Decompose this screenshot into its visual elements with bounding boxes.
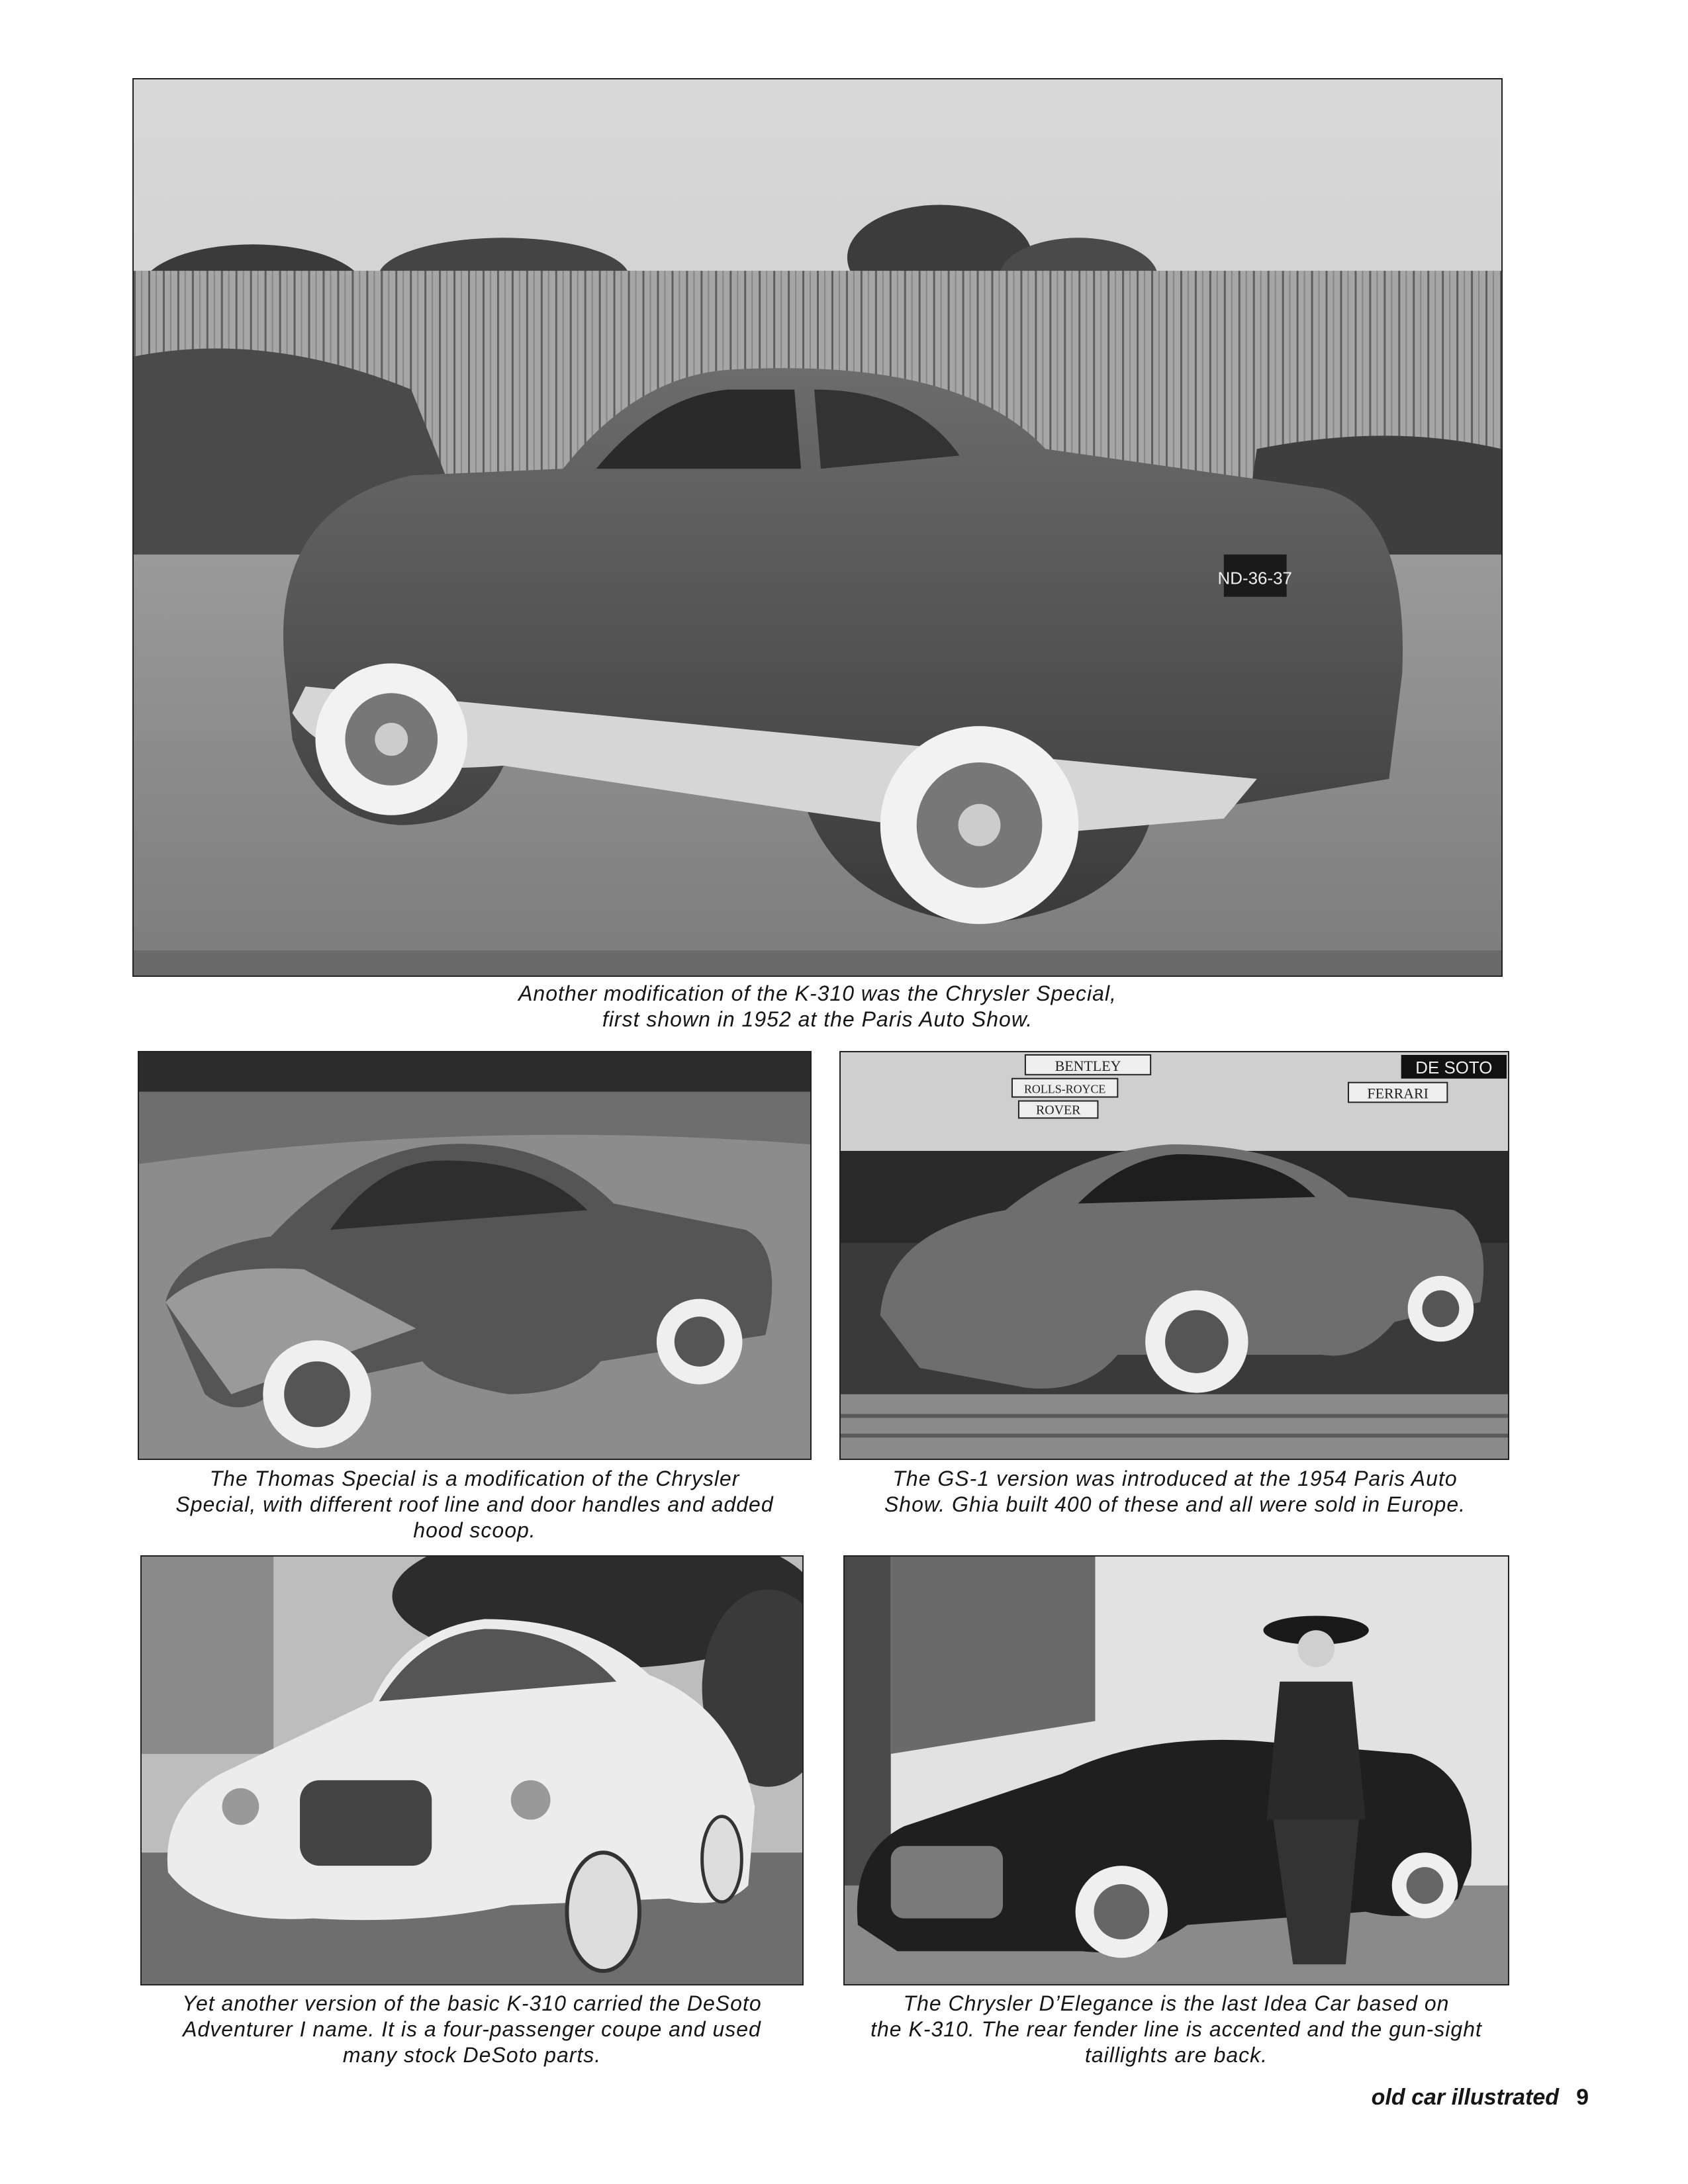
caption-line: taillights are back. [1084, 2043, 1268, 2067]
desoto-adventurer-photo [140, 1555, 804, 1985]
car-photo-icon [845, 1557, 1508, 1984]
caption-gs1 [841, 1466, 1509, 1518]
caption-line: The GS-1 version was introduced at the 1954 Paris Auto [892, 1467, 1458, 1490]
caption-line: The Thomas Special is a modification of the Chrysler [209, 1467, 740, 1490]
caption-line: The Chrysler D’Elegance is the last Idea Car based on [903, 1991, 1450, 2015]
caption-line: Adventurer I name. It is a four-passenger coupe and used [183, 2017, 761, 2041]
license-plate: ND-36-37 [1217, 569, 1292, 588]
car-photo-icon [134, 79, 1501, 976]
caption-chrysler-special [397, 981, 1238, 1032]
caption-line: the K-310. The rear fender line is accented and the gun-sight [870, 2017, 1482, 2041]
sign-ferrari: FERRARI [1367, 1085, 1429, 1102]
caption-line: Yet another version of the basic K-310 carried the DeSoto [182, 1991, 762, 2015]
caption-desoto [142, 1991, 802, 2068]
caption-line: hood scoop. [413, 1518, 536, 1542]
chrysler-special-photo [132, 78, 1503, 977]
caption-thomas-special [139, 1466, 810, 1543]
car-photo-icon [841, 1052, 1508, 1459]
chrysler-delegance-photo [843, 1555, 1509, 1985]
page-number: 9 [1576, 2085, 1589, 2110]
sign-rover: ROVER [1035, 1103, 1081, 1118]
car-photo-icon [142, 1557, 802, 1984]
caption-line: many stock DeSoto parts. [342, 2043, 602, 2067]
gs1-photo [839, 1051, 1509, 1460]
caption-line: first shown in 1952 at the Paris Auto Show. [602, 1007, 1033, 1031]
page-footer [1350, 2085, 1589, 2111]
caption-delegance [845, 1991, 1508, 2068]
car-photo-icon [139, 1052, 810, 1459]
caption-line: Show. Ghia built 400 of these and all were sold in Europe. [884, 1492, 1466, 1516]
caption-line: Another modification of the K-310 was the Chrysler Special, [518, 981, 1117, 1005]
sign-de-soto: DE SOTO [1415, 1058, 1493, 1077]
sign-bentley: BENTLEY [1055, 1058, 1121, 1074]
caption-line: Special, with different roof line and door handles and added [175, 1492, 774, 1516]
publication-name: old car illustrated [1371, 2085, 1560, 2110]
thomas-special-photo [138, 1051, 812, 1460]
sign-rolls-royce: ROLLS-ROYCE [1023, 1082, 1106, 1096]
